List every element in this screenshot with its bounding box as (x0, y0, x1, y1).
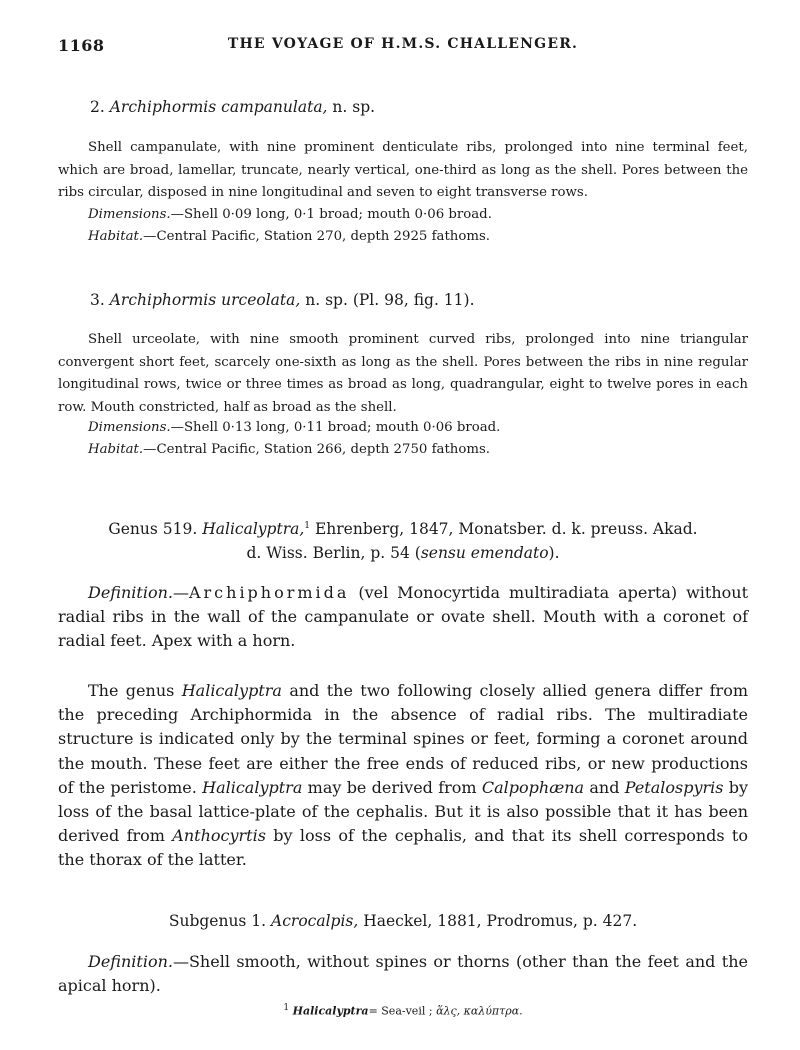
footnote-greek: ἅλς, καλύπτρα. (436, 1004, 523, 1018)
page-number: 1168 (58, 36, 105, 55)
species-3-name: Archiphormis urceolata, (109, 291, 301, 309)
genus-term: Anthocyrtis (172, 826, 266, 846)
genus-heading-line-1 (58, 514, 748, 541)
species-2-meta (58, 204, 748, 248)
genus-prefix: Genus 519. (108, 520, 198, 539)
habitat-label: Habitat. (88, 442, 144, 457)
definition-text: —Shell smooth, without spines or thorns (other than the feet and the apical horn). (58, 952, 748, 996)
subgenus-name: Acrocalpis, (271, 912, 359, 930)
species-3-dimensions (88, 417, 748, 439)
discussion-text: and (589, 777, 620, 797)
dimensions-text: —Shell 0·09 long, 0·1 broad; mouth 0·06 broad. (170, 207, 492, 222)
footnote-text: = Sea-veil ; (368, 1004, 433, 1018)
species-2-habitat (88, 226, 748, 248)
species-3-number: 3. (90, 291, 105, 309)
discussion-text: The genus (88, 681, 175, 700)
habitat-label: Habitat. (88, 229, 144, 244)
footnote-term: Halicalyptra (292, 1004, 369, 1018)
dimensions-label: Dimensions. (88, 420, 171, 435)
dimensions-text: —Shell 0·13 long, 0·11 broad; mouth 0·06 broad. (170, 420, 501, 435)
genus-discussion (58, 679, 748, 873)
genus-citation: Ehrenberg, 1847, Monatsber. d. k. preuss. Akad. (314, 520, 698, 539)
definition-text: (vel Monocyrtida multiradiata aperta) without radial ribs in the wall of the campanulate or ovate shell. Mouth with a coronet of radial feet. Apex with a horn. (58, 583, 748, 651)
species-2-dimensions (88, 204, 748, 226)
species-3-habitat (88, 439, 748, 461)
habitat-text: —Central Pacific, Station 266, depth 2750 fathoms. (143, 442, 491, 457)
genus-citation-end: ). (548, 544, 560, 563)
genus-sensu: sensu emendato (420, 544, 549, 563)
subgenus-heading (58, 909, 748, 933)
species-2-suffix: n. sp. (332, 98, 376, 116)
discussion-text: and the two following closely allied genera differ from the preceding Archiphormida in the absence of radial ribs. The multiradiate structure is indicated only by the terminal spines or feet, forming a coronet around the mouth. These feet are either the free ends of reduced ribs, or new productions of the peristome. (58, 681, 749, 797)
footnote-marker: 1 (304, 521, 311, 531)
definition-spaced-term: Archiphormida (188, 583, 350, 602)
genus-citation-cont: d. Wiss. Berlin, p. 54 ( (246, 544, 421, 563)
definition-label: Definition. (88, 952, 173, 971)
dimensions-label: Dimensions. (88, 207, 171, 222)
subgenus-citation: Haeckel, 1881, Prodromus, p. 427. (363, 912, 638, 930)
footnote-number: 1 (283, 1003, 290, 1013)
discussion-text: may be derived from (307, 777, 477, 797)
subgenus-prefix: Subgenus 1. (168, 912, 267, 930)
genus-heading (58, 514, 748, 565)
genus-definition (58, 581, 748, 654)
page-header (58, 36, 748, 60)
running-title: THE VOYAGE OF H.M.S. CHALLENGER. (227, 36, 579, 52)
species-2-name: Archiphormis campanulata, (109, 98, 328, 116)
genus-term: Petalospyris (624, 777, 724, 797)
species-3-meta (58, 417, 748, 461)
species-3-description: Shell urceolate, with nine smooth prominent curved ribs, prolonged into nine triangular convergent short feet, scarcely one-sixth as long as the shell. Pores between the ribs in nine regular longitudinal rows, twice or three times as broad as long, quadrangular, eight to twelve pores in each row. Mouth constricted, half as broad as the shell. (58, 332, 748, 415)
species-3-suffix: n. sp. (Pl. 98, fig. 11). (305, 291, 475, 309)
genus-term: Calpophæna (481, 777, 585, 797)
discussion-text: by loss of the cephalis, and that its shell corresponds to the thorax of the latter. (58, 826, 748, 870)
definition-dash: — (172, 583, 189, 602)
species-2-title (90, 98, 375, 116)
genus-heading-line-2 (58, 541, 748, 565)
species-2-description: Shell campanulate, with nine prominent denticulate ribs, prolonged into nine terminal feet, which are broad, lamellar, truncate, nearly vertical, one-third as long as the shell. Pores between the ribs circular, disposed in nine longitudinal and seven to eight transverse rows. (58, 140, 748, 200)
species-3-title (90, 291, 475, 309)
definition-label: Definition. (88, 583, 173, 602)
species-2-number: 2. (90, 98, 105, 116)
genus-term: Halicalyptra (202, 777, 303, 797)
habitat-text: —Central Pacific, Station 270, depth 2925 fathoms. (143, 229, 491, 244)
genus-name: Halicalyptra, (202, 520, 305, 539)
footnote (58, 1003, 748, 1018)
discussion-text: by loss of the basal lattice-plate of the cephalis. But it is also possible that it has been derived from (58, 777, 749, 846)
subgenus-definition (58, 950, 748, 998)
genus-term: Halicalyptra (181, 681, 282, 700)
